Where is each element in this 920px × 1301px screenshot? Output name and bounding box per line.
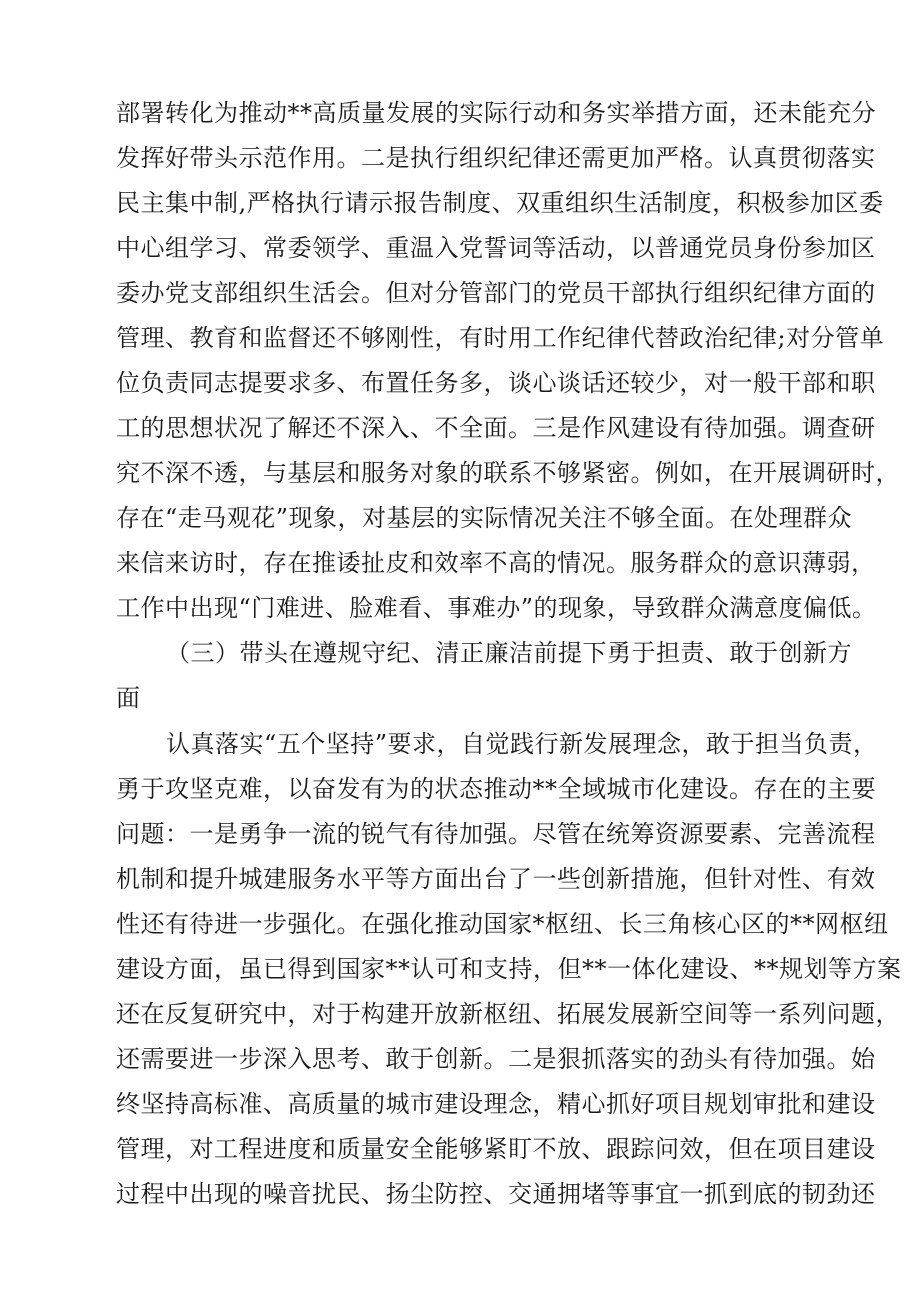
text-line: 委办党支部组织生活会。但对分管部门的党员干部执行组织纪律方面的 [116,279,876,307]
text-line: 管理，对工程进度和质量安全能够紧盯不放、跟踪问效，但在项目建设 [116,1135,876,1163]
text-line: 工的思想状况了解还不深入、不全面。三是作风建设有待加强。调查研 [116,414,876,442]
text-line: 建设方面，虽已得到国家**认可和支持，但**一体化建设、**规划等方案 [116,955,902,983]
text-line: 民主集中制,严格执行请示报告制度、双重组织生活制度，积极参加区委 [116,189,884,217]
paragraph-first-line: 认真落实“五个坚持”要求，自觉践行新发展理念，敢于担当负责， [166,730,878,758]
text-line: 中心组学习、常委领学、重温入党誓词等活动，以普通党员身份参加区 [116,234,876,262]
section-heading: （三）带头在遵规守纪、清正廉洁前提下勇于担责、敢于创新方 [166,639,852,667]
section-heading-continuation: 面 [116,684,141,712]
text-line: 究不深不透，与基层和服务对象的联系不够紧密。例如，在开展调研时， [116,459,900,487]
text-line: 位负责同志提要求多、布置任务多，谈心谈话还较少，对一般干部和职 [116,369,876,397]
text-line: 终坚持高标准、高质量的城市建设理念，精心抓好项目规划审批和建设 [116,1090,876,1118]
text-line: 过程中出现的噪音扰民、扬尘防控、交通拥堵等事宜一抓到底的韧劲还 [116,1180,876,1208]
text-line: 性还有待进一步强化。在强化推动国家*枢纽、长三角核心区的**网枢纽 [116,910,889,938]
text-line: 还在反复研究中，对于构建开放新枢纽、拓展发展新空间等一系列问题， [116,1000,900,1028]
text-line: 来信来访时，存在推诿扯皮和效率不高的情况。服务群众的意识薄弱， [116,549,876,577]
text-line: 还需要进一步深入思考、敢于创新。二是狠抓落实的劲头有待加强。始 [116,1045,876,1073]
text-line: 发挥好带头示范作用。二是执行组织纪律还需更加严格。认真贯彻落实 [116,144,876,172]
text-line: 机制和提升城建服务水平等方面出台了一些创新措施，但针对性、有效 [116,865,876,893]
text-line: 管理、教育和监督还不够刚性，有时用工作纪律代替政治纪律;对分管单 [116,324,885,352]
text-line: 问题：一是勇争一流的锐气有待加强。尽管在统筹资源要素、完善流程 [116,820,876,848]
text-line: 工作中出现“门难进、脸难看、事难办”的现象，导致群众满意度偏低。 [116,594,877,622]
text-line: 勇于攻坚克难，以奋发有为的状态推动**全域城市化建设。存在的主要 [116,775,876,803]
text-line: 部署转化为推动**高质量发展的实际行动和务实举措方面，还未能充分 [116,99,876,127]
text-line: 存在“走马观花”现象，对基层的实际情况关注不够全面。在处理群众 [116,504,853,532]
